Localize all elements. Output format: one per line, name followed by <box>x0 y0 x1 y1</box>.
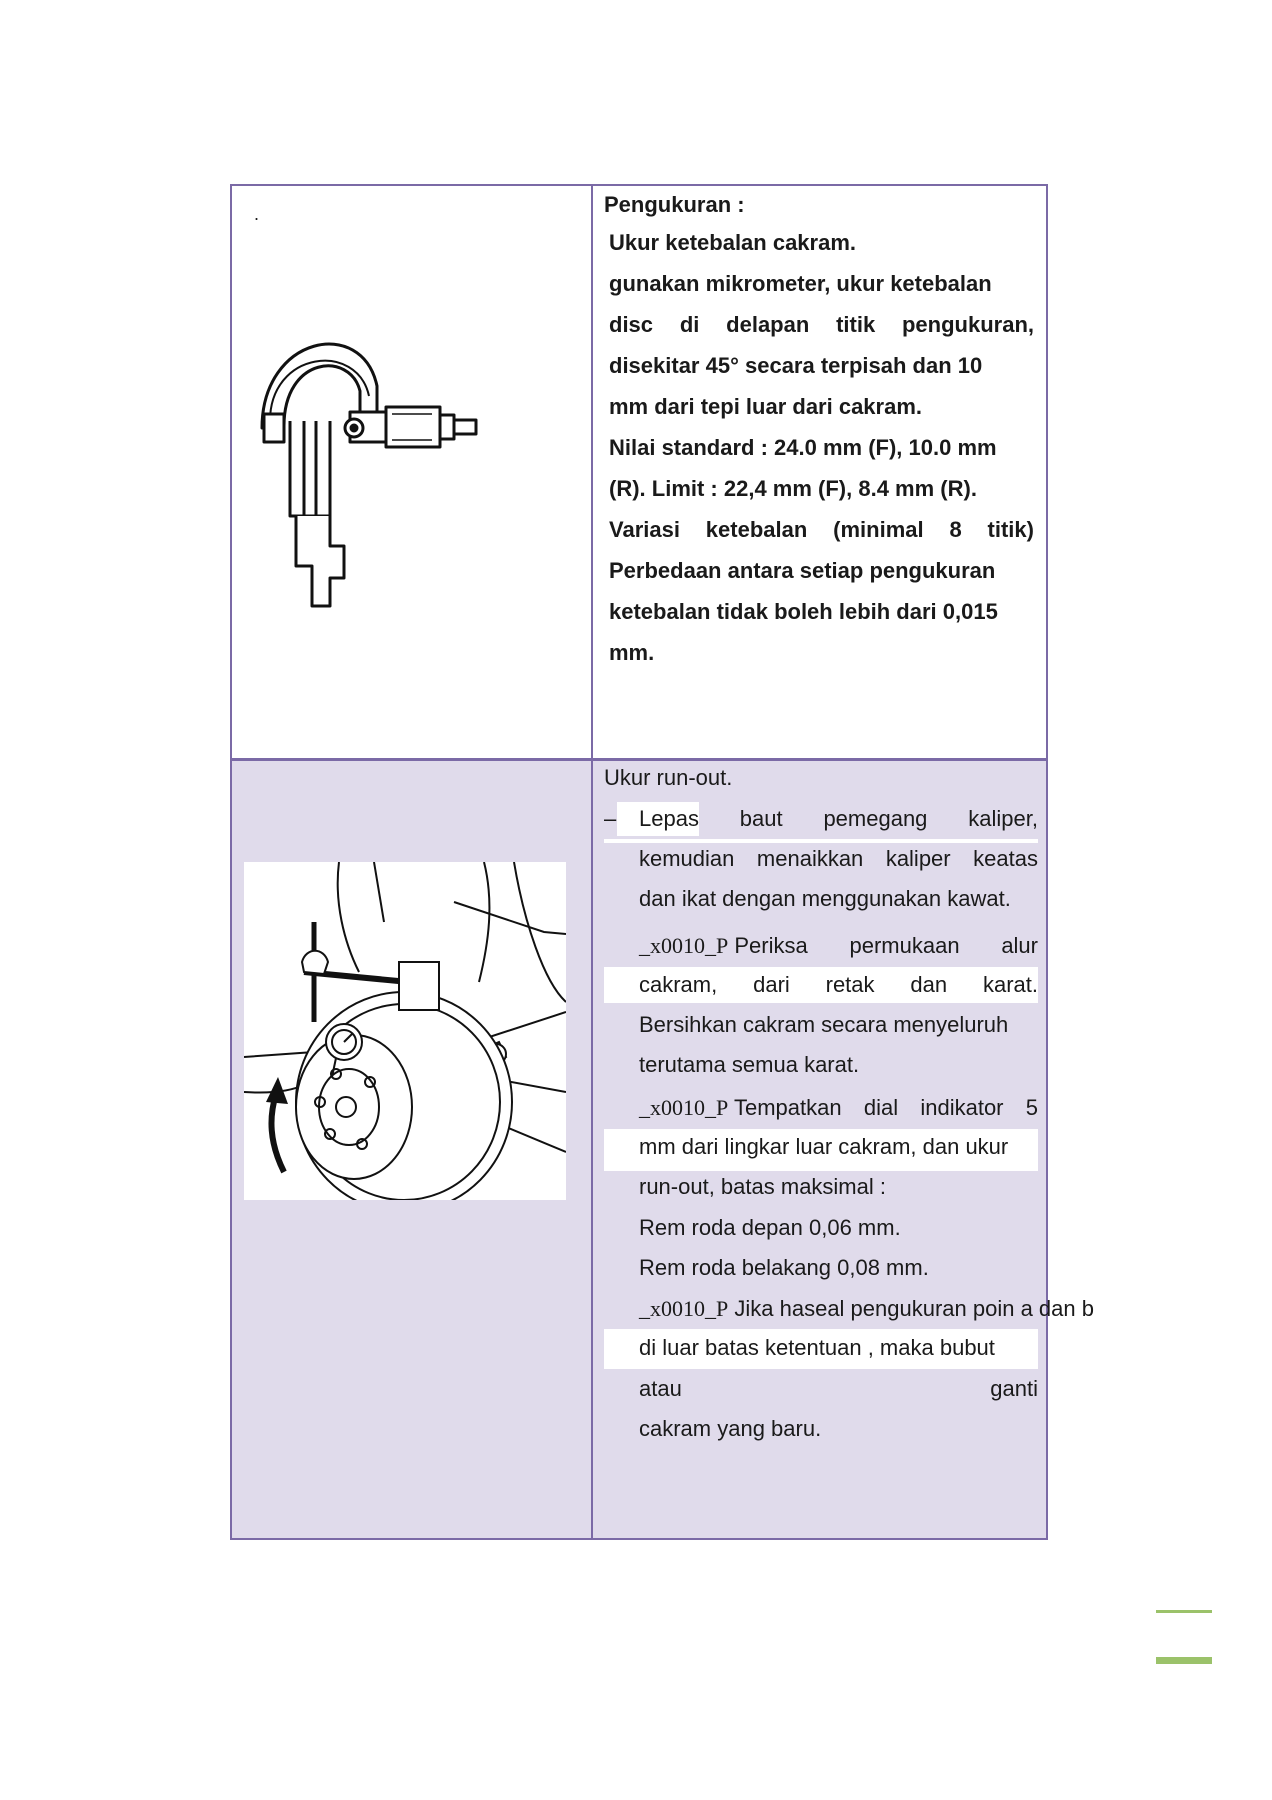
table-row-measurement <box>232 186 1046 761</box>
word: delapan <box>726 312 810 337</box>
stray-dot: . <box>254 204 260 224</box>
text-line: di luar batas ketentuan , maka bubut <box>639 1335 995 1360</box>
word: di <box>679 312 700 337</box>
text-line: gunakan mikrometer, ukur ketebalan <box>609 271 992 296</box>
word: ganti <box>990 1376 1038 1401</box>
word: titik) <box>987 517 1034 542</box>
text-line-justified <box>609 308 1034 342</box>
word: pemegang <box>823 806 928 831</box>
text-line-justified <box>639 1372 1038 1406</box>
word: baut <box>739 806 783 831</box>
word: Lepas <box>617 802 699 836</box>
micrometer-illustration <box>232 186 591 758</box>
word: kaliper, <box>968 806 1038 831</box>
footer-green-bar <box>1156 1610 1212 1613</box>
word: 5 <box>1025 1095 1038 1120</box>
text-line-justified <box>639 968 1038 1002</box>
text-line: mm dari lingkar luar cakram, dan ukur <box>639 1134 1009 1159</box>
section-heading: Pengukuran : <box>604 192 745 217</box>
word: atau <box>639 1376 682 1401</box>
text-line: run-out, batas maksimal : <box>639 1174 886 1199</box>
text-line-justified <box>617 802 1038 836</box>
word: retak <box>825 972 875 997</box>
text-line: dan ikat dengan menggunakan kawat. <box>639 886 1011 911</box>
text-line: Rem roda depan 0,06 mm. <box>639 1215 901 1240</box>
list-marker: _x0010_P <box>639 1296 729 1321</box>
word: karat. <box>982 972 1038 997</box>
word: permukaan <box>849 933 960 958</box>
text-fragment: Jika haseal pengukuran poin a dan b <box>734 1296 1094 1321</box>
text-cell-measurement <box>593 186 1046 758</box>
bullet-dash: – <box>604 806 617 831</box>
word: titik <box>836 312 876 337</box>
text-line: cakram yang baru. <box>639 1416 822 1441</box>
procedure-table <box>230 184 1094 1540</box>
word: disc <box>609 312 654 337</box>
word: menaikkan <box>756 846 864 871</box>
word: dari <box>753 972 790 997</box>
word: kaliper <box>885 846 951 871</box>
word: (minimal <box>833 517 924 542</box>
text-cell-runout <box>593 761 1094 1538</box>
word: 8 <box>949 517 962 542</box>
word: cakram, <box>639 972 718 997</box>
text-line-justified <box>639 1091 1038 1125</box>
word: ketebalan <box>705 517 808 542</box>
word: Tempatkan <box>733 1095 842 1120</box>
word: pengukuran, <box>901 312 1034 337</box>
text-line: mm dari tepi luar dari cakram. <box>609 394 923 419</box>
text-line-justified <box>609 513 1034 547</box>
text-line: terutama semua karat. <box>639 1052 860 1077</box>
section-heading: Ukur run-out. <box>604 765 733 790</box>
text-line: disekitar 45° secara terpisah dan 10 <box>609 353 983 378</box>
word: alur <box>1001 933 1038 958</box>
word: dan <box>910 972 948 997</box>
text-line: Nilai standard : 24.0 mm (F), 10.0 mm <box>609 435 997 460</box>
table-row-runout <box>232 761 1094 1538</box>
word: Variasi <box>609 517 680 542</box>
text-line: Bersihkan cakram secara menyeluruh <box>639 1012 1009 1037</box>
list-marker: _x0010_P <box>639 1095 729 1120</box>
text-line: Ukur ketebalan cakram. <box>609 230 857 255</box>
image-cell-dial-indicator <box>232 761 591 1538</box>
text-line: ketebalan tidak boleh lebih dari 0,015 <box>609 599 998 624</box>
image-cell-micrometer <box>232 186 591 758</box>
text-line: mm. <box>609 640 655 665</box>
text-line-justified <box>639 842 1038 876</box>
word: kemudian <box>639 846 735 871</box>
word: Periksa <box>734 933 808 958</box>
text-line-justified <box>639 929 1038 963</box>
text-line: Rem roda belakang 0,08 mm. <box>639 1255 929 1280</box>
footer-green-bar <box>1156 1657 1212 1664</box>
text-line <box>639 1292 1094 1326</box>
word: dial <box>863 1095 899 1120</box>
word: indikator <box>920 1095 1004 1120</box>
dial-indicator-illustration <box>244 862 566 1200</box>
text-line: Perbedaan antara setiap pengukuran <box>609 558 996 583</box>
list-marker: _x0010_P <box>639 933 729 958</box>
text-line: (R). Limit : 22,4 mm (F), 8.4 mm (R). <box>609 476 977 501</box>
word: keatas <box>973 846 1038 871</box>
